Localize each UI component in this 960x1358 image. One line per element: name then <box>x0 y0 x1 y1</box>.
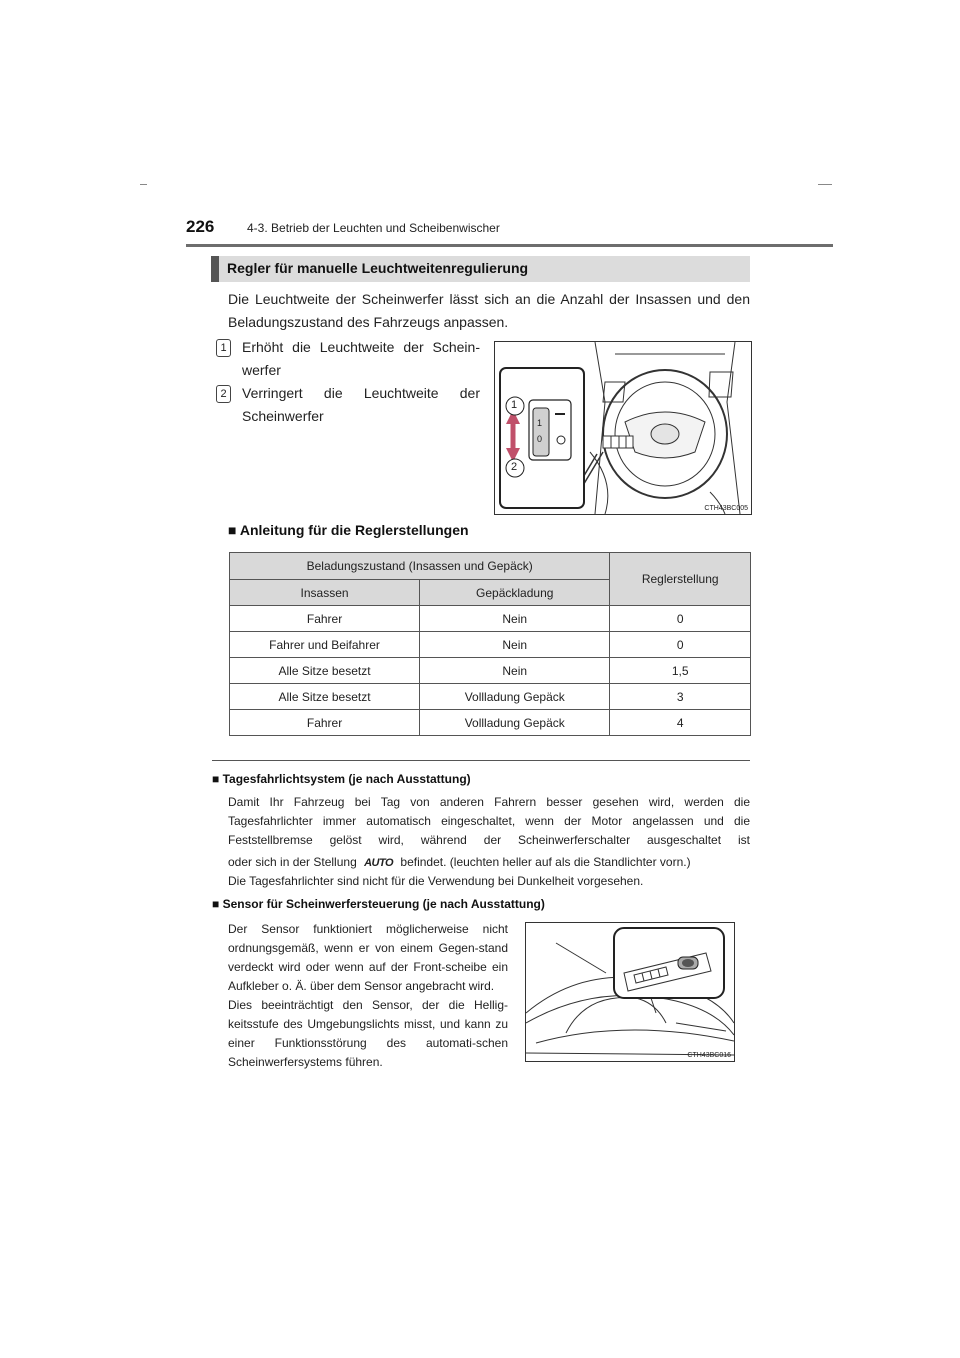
dashboard-illustration <box>495 342 751 514</box>
cell-passengers: Fahrer <box>230 710 420 736</box>
header-load-state: Beladungszustand (Insassen und Gepäck) <box>230 553 610 580</box>
header-luggage: Gepäckladung <box>420 580 610 606</box>
header-rule <box>186 244 833 247</box>
callout-2: 2 <box>511 461 518 473</box>
sensor-note-title <box>212 897 545 911</box>
guide-heading <box>228 522 469 538</box>
item-text-2 <box>242 382 480 428</box>
item-text-1 <box>242 336 480 382</box>
cell-setting: 0 <box>610 632 751 658</box>
crop-mark-right <box>818 184 832 185</box>
guide-bullet: ■ <box>228 522 237 538</box>
item-number-1: 1 <box>216 339 231 357</box>
cell-luggage: Vollladung Gepäck <box>420 710 610 736</box>
section-heading <box>211 256 750 282</box>
cell-setting: 0 <box>610 606 751 632</box>
figure-code: CTH43BC005 <box>704 505 748 512</box>
sensor-note-body <box>228 920 508 1072</box>
item-1-line1: Erhöht die Leuchtweite der Schein- <box>242 339 480 355</box>
chapter-title: 4-3. Betrieb der Leuchten und Scheibenwischer <box>247 221 500 235</box>
cell-passengers: Fahrer und Beifahrer <box>230 632 420 658</box>
drl-text-after-auto: befindet. (leuchten heller auf als die Standlichter vorn.) <box>400 855 691 869</box>
table-header-row <box>230 553 751 580</box>
cell-setting: 1,5 <box>610 658 751 684</box>
table-row <box>230 710 751 736</box>
cell-setting: 4 <box>610 710 751 736</box>
item-1-line2: werfer <box>242 362 281 378</box>
cell-passengers: Alle Sitze besetzt <box>230 658 420 684</box>
headlight-leveling-figure <box>494 341 752 515</box>
callout-1: 1 <box>511 399 518 411</box>
drl-note-last: Die Tagesfahrlichter sind nicht für die Verwendung bei Dunkelheit vorgesehen. <box>228 874 644 888</box>
item-number-2: 2 <box>216 385 231 403</box>
sensor-body-2: Dies beeinträchtigt den Sensor, der die Hellig-keitsstufe des Umgebungslichts misst, und kann zu einer Funktionsstörung des automati-schen Scheinwerfersystems führen. <box>228 998 508 1069</box>
header-setting: Reglerstellung <box>610 553 751 606</box>
drl-note-line-auto <box>228 853 750 873</box>
sensor-body-1: Der Sensor funktioniert möglicherweise nicht ordnungsgemäß, wenn er von einem Gegen-stand verdeckt wird oder wenn auf der Front-scheibe ein Aufkleber o. Ä. über dem Sensor angebracht wird. <box>228 922 508 993</box>
sensor-illustration <box>526 923 734 1061</box>
cell-passengers: Alle Sitze besetzt <box>230 684 420 710</box>
cell-luggage: Vollladung Gepäck <box>420 684 610 710</box>
header-passengers: Insassen <box>230 580 420 606</box>
cell-passengers: Fahrer <box>230 606 420 632</box>
sensor-bullet: ■ <box>212 897 220 911</box>
section-title: Regler für manuelle Leuchtweitenregulierung <box>227 260 529 276</box>
guide-heading-text: Anleitung für die Reglerstellungen <box>239 522 469 538</box>
section-accent <box>211 256 219 282</box>
table-row <box>230 684 751 710</box>
table-row <box>230 606 751 632</box>
drl-note-title <box>212 772 471 786</box>
cell-setting: 3 <box>610 684 751 710</box>
page-number: 226 <box>186 217 215 236</box>
drl-note-body: Damit Ihr Fahrzeug bei Tag von anderen Fahrern besser gesehen wird, werden die Tagesfahrlichter immer automatisch eingeschaltet, wenn der Motor angelassen und die Feststellbremse gelöst wird, während der Scheinwerferschalter ausgeschaltet ist <box>228 795 750 847</box>
sensor-figure <box>525 922 735 1062</box>
regler-table <box>229 552 751 736</box>
drl-bullet: ■ <box>212 772 220 786</box>
auto-position-icon: AUTO <box>364 857 394 869</box>
notes-divider <box>212 760 750 761</box>
figure2-code: CTH43BC016 <box>687 1052 731 1059</box>
cell-luggage: Nein <box>420 658 610 684</box>
intro-paragraph: Die Leuchtweite der Scheinwerfer lässt sich an die Anzahl der Insassen und den Beladungszustand des Fahrzeugs anpassen. <box>228 291 750 330</box>
dial-bottom-mark: 0 <box>537 434 543 444</box>
table-row <box>230 632 751 658</box>
cell-luggage: Nein <box>420 606 610 632</box>
cell-luggage: Nein <box>420 632 610 658</box>
drl-text-before-auto: oder sich in der Stellung <box>228 855 357 869</box>
item-2-line1: Verringert die Leuchtweite der <box>242 385 480 401</box>
table-row <box>230 658 751 684</box>
item-2-line2: Scheinwerfer <box>242 408 324 424</box>
dial-top-mark: 1 <box>537 418 543 428</box>
sensor-title-text: Sensor für Scheinwerfersteuerung (je nach Ausstattung) <box>222 897 545 911</box>
drl-title-text: Tagesfahrlichtsystem (je nach Ausstattung) <box>222 772 471 786</box>
crop-mark-left <box>140 184 147 185</box>
